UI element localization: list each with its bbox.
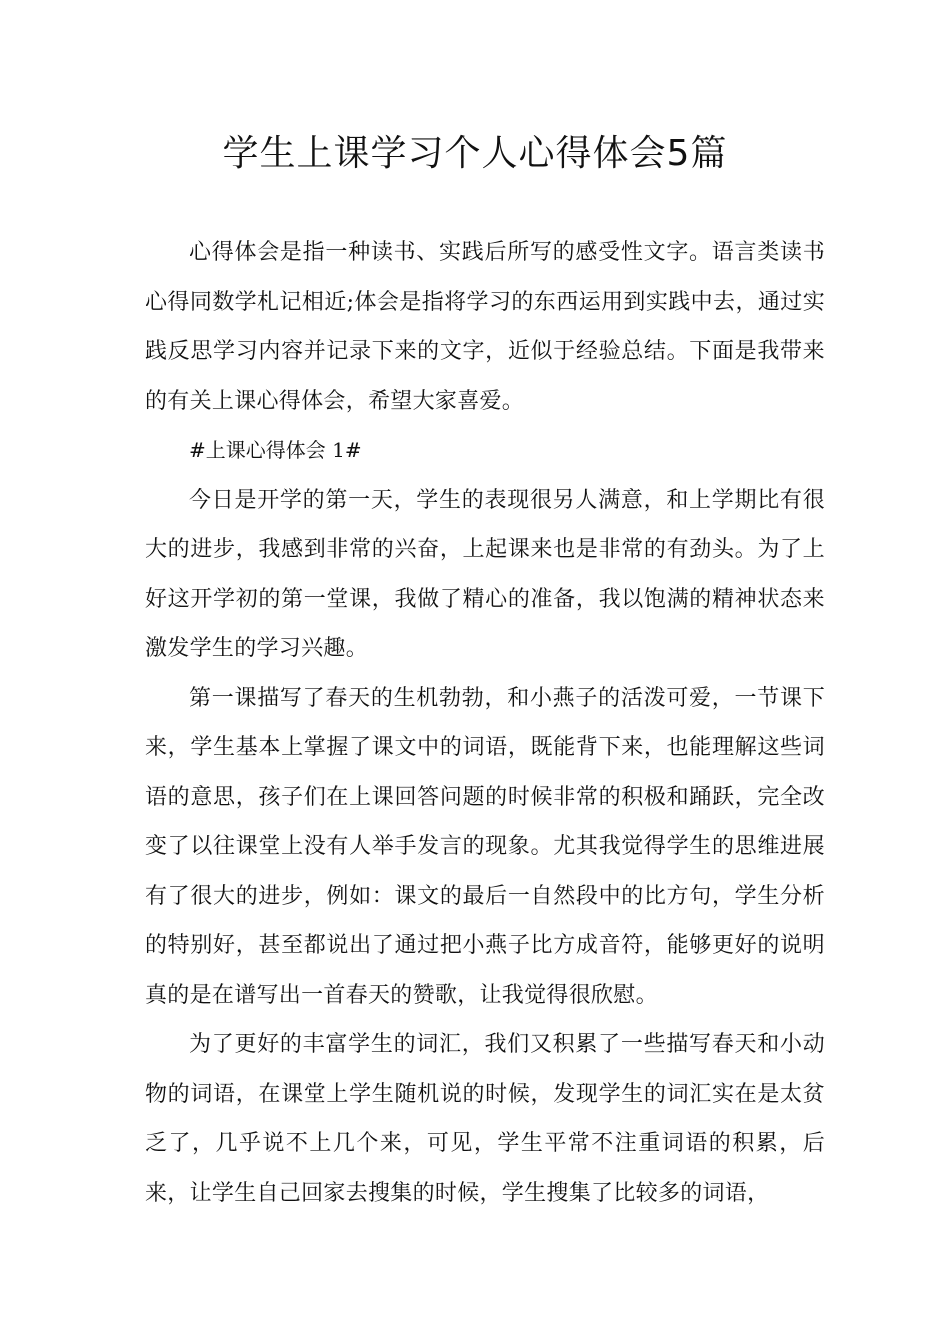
body-paragraph: 第一课描写了春天的生机勃勃，和小燕子的活泼可爱，一节课下来，学生基本上掌握了课文中的词语，既能背下来，也能理解这些词语的意思，孩子们在上课回答问题的时候非常的积极和踊跃，完全改变了以往课堂上没有人举手发言的现象。尤其我觉得学生的思维进展有了很大的进步，例如：课文的最后一自然段中的比方句，学生分析的特别好，甚至都说出了通过把小燕子比方成音符，能够更好的说明真的是在谱写出一首春天的赞歌，让我觉得很欣慰。 xyxy=(145,685,825,1008)
document-body xyxy=(145,228,825,1218)
section-heading: #上课心得体会 1# xyxy=(189,438,362,462)
document-title: 学生上课学习个人心得体会5篇 xyxy=(222,133,728,174)
body-paragraph: 今日是开学的第一天，学生的表现很另人满意，和上学期比有很大的进步，我感到非常的兴奋，上起课来也是非常的有劲头。为了上好这开学初的第一堂课，我做了精心的准备，我以饱满的精神状态来激发学生的学习兴趣。 xyxy=(145,487,825,661)
body-paragraph: 为了更好的丰富学生的词汇，我们又积累了一些描写春天和小动物的词语，在课堂上学生随机说的时候，发现学生的词汇实在是太贫乏了，几乎说不上几个来，可见，学生平常不注重词语的积累，后来，让学生自己回家去搜集的时候，学生搜集了比较多的词语， xyxy=(145,1032,825,1206)
intro-paragraph: 心得体会是指一种读书、实践后所写的感受性文字。语言类读书心得同数学札记相近;体会是指将学习的东西运用到实践中去，通过实践反思学习内容并记录下来的文字，近似于经验总结。下面是我带来的有关上课心得体会，希望大家喜爱。 xyxy=(145,240,825,414)
